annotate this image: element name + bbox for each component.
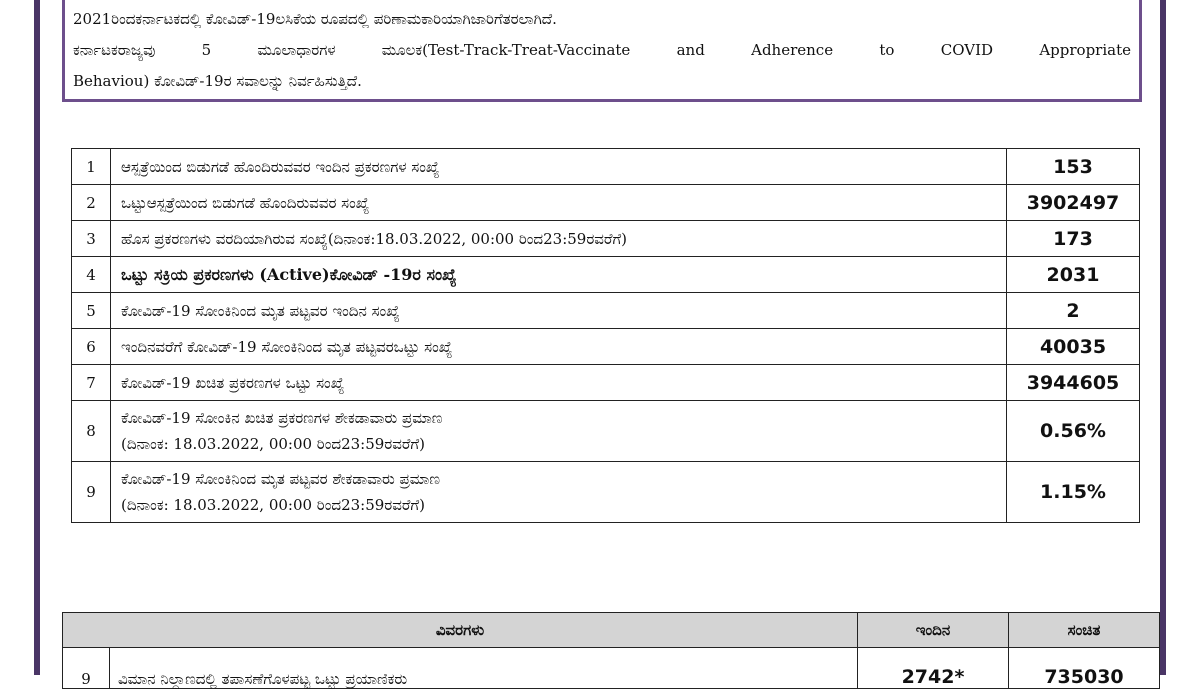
row-value: 3944605: [1007, 365, 1140, 401]
row-description: [111, 149, 1007, 185]
covid-stats-table: [71, 148, 1140, 523]
notice-line: 2021ರಿಂದಕರ್ನಾಟಕದಲ್ಲಿ ಕೋವಿಡ್-19ಲಸಿಕೆಯ ರೂಪದಲ್ಲಿ ಪರಿಣಾಮಕಾರಿಯಾಗಿಜಾರಿಗೆತರಲಾಗಿದೆ.: [73, 10, 557, 28]
row-number: 3: [72, 221, 111, 257]
summary-row: [63, 648, 1160, 689]
row-value: 2031: [1007, 257, 1140, 293]
table-row: [72, 365, 1140, 401]
row-number: 5: [72, 293, 111, 329]
table-row: [72, 149, 1140, 185]
table-row: [72, 462, 1140, 523]
cumulative-value: 735030: [1009, 648, 1160, 689]
table-row: [72, 329, 1140, 365]
summary-table: [62, 612, 1160, 689]
row-number: 9: [72, 462, 111, 523]
row-value: 1.15%: [1007, 462, 1140, 523]
row-value: 173: [1007, 221, 1140, 257]
table-row: [72, 257, 1140, 293]
row-description: [111, 185, 1007, 221]
today-value: 2742*: [858, 648, 1009, 689]
row-description: [111, 221, 1007, 257]
header-today: ಇಂದಿನ: [858, 613, 1009, 648]
description-line: ಕೋವಿಡ್-19 ಸೋಂಕಿನ ಖಚಿತ ಪ್ರಕರಣಗಳ ಶೇಕಡಾವಾರು ಪ್ರಮಾಣ: [121, 409, 443, 427]
row-value: 0.56%: [1007, 401, 1140, 462]
row-number: 9: [63, 648, 110, 689]
row-description: [111, 257, 1007, 293]
description-line: ಕೋವಿಡ್-19 ಸೋಂಕಿನಿಂದ ಮೃತ ಪಟ್ಟವರ ಇಂದಿನ ಸಂಖ್ಯೆ: [121, 301, 400, 320]
description-line: ಕೋವಿಡ್-19 ಸೋಂಕಿನಿಂದ ಮೃತ ಪಟ್ಟವರ ಶೇಕಡಾವಾರು ಪ್ರಮಾಣ: [121, 470, 440, 488]
table-row: [72, 293, 1140, 329]
header-details: ವಿವರಗಳು: [63, 613, 858, 648]
row-description: ವಿಮಾನ ನಿಲ್ದಾಣದಲ್ಲಿ ತಪಾಸಣೆಗೊಳಪಟ್ಟ ಒಟ್ಟು ಪ್ರಯಾಣಿಕರು: [110, 648, 858, 689]
row-description: [111, 329, 1007, 365]
table-row: [72, 221, 1140, 257]
description-line: ಒಟ್ಟುಆಸ್ಪತ್ರೆಯಿಂದ ಬಿಡುಗಡೆ ಹೊಂದಿರುವವರ ಸಂಖ್ಯೆ: [121, 193, 370, 212]
row-value: 40035: [1007, 329, 1140, 365]
row-number: 2: [72, 185, 111, 221]
page-frame-right: [1160, 0, 1166, 675]
row-description: [111, 462, 1007, 523]
table-row: [72, 185, 1140, 221]
header-cumulative: ಸಂಚಿತ: [1009, 613, 1160, 648]
row-value: 153: [1007, 149, 1140, 185]
row-value: 3902497: [1007, 185, 1140, 221]
notice-line: ಕರ್ನಾಟಕರಾಜ್ಯವು 5 ಮೂಲಾಧಾರಗಳ ಮೂಲಕ(Test-Track-Treat-Vaccinate and Adherence to COVID Appropriate: [73, 41, 1131, 59]
row-number: 6: [72, 329, 111, 365]
notice-box: [62, 0, 1142, 102]
table-row: [72, 401, 1140, 462]
row-number: 8: [72, 401, 111, 462]
row-description: [111, 293, 1007, 329]
description-line: ಕೋವಿಡ್-19 ಖಚಿತ ಪ್ರಕರಣಗಳ ಒಟ್ಟು ಸಂಖ್ಯೆ: [121, 373, 345, 392]
description-line: (ದಿನಾಂಕ: 18.03.2022, 00:00 ರಿಂದ23:59ರವರೆಗೆ): [121, 496, 425, 514]
description-line: ಒಟ್ಟು ಸಕ್ರಿಯ ಪ್ರಕರಣಗಳು (Active)ಕೋವಿಡ್ -19ರ ಸಂಖ್ಯೆ: [121, 264, 457, 284]
description-line: ಹೊಸ ಪ್ರಕರಣಗಳು ವರದಿಯಾಗಿರುವ ಸಂಖ್ಯೆ(ದಿನಾಂಕ:18.03.2022, 00:00 ರಿಂದ23:59ರವರೆಗೆ): [121, 229, 628, 248]
notice-line: Behaviou) ಕೋವಿಡ್-19ರ ಸವಾಲನ್ನು ನಿರ್ವಹಿಸುತ್ತಿದೆ.: [73, 72, 362, 90]
row-number: 7: [72, 365, 111, 401]
row-description: [111, 365, 1007, 401]
row-value: 2: [1007, 293, 1140, 329]
row-number: 1: [72, 149, 111, 185]
page-frame-left: [34, 0, 40, 675]
row-description: [111, 401, 1007, 462]
description-line: ಆಸ್ಪತ್ರೆಯಿಂದ ಬಿಡುಗಡೆ ಹೊಂದಿರುವವರ ಇಂದಿನ ಪ್ರಕರಣಗಳ ಸಂಖ್ಯೆ: [121, 157, 440, 176]
row-number: 4: [72, 257, 111, 293]
description-line: (ದಿನಾಂಕ: 18.03.2022, 00:00 ರಿಂದ23:59ರವರೆಗೆ): [121, 435, 425, 453]
description-line: ಇಂದಿನವರೆಗೆ ಕೋವಿಡ್-19 ಸೋಂಕಿನಿಂದ ಮೃತ ಪಟ್ಟವರಒಟ್ಟು ಸಂಖ್ಯೆ: [121, 337, 453, 356]
